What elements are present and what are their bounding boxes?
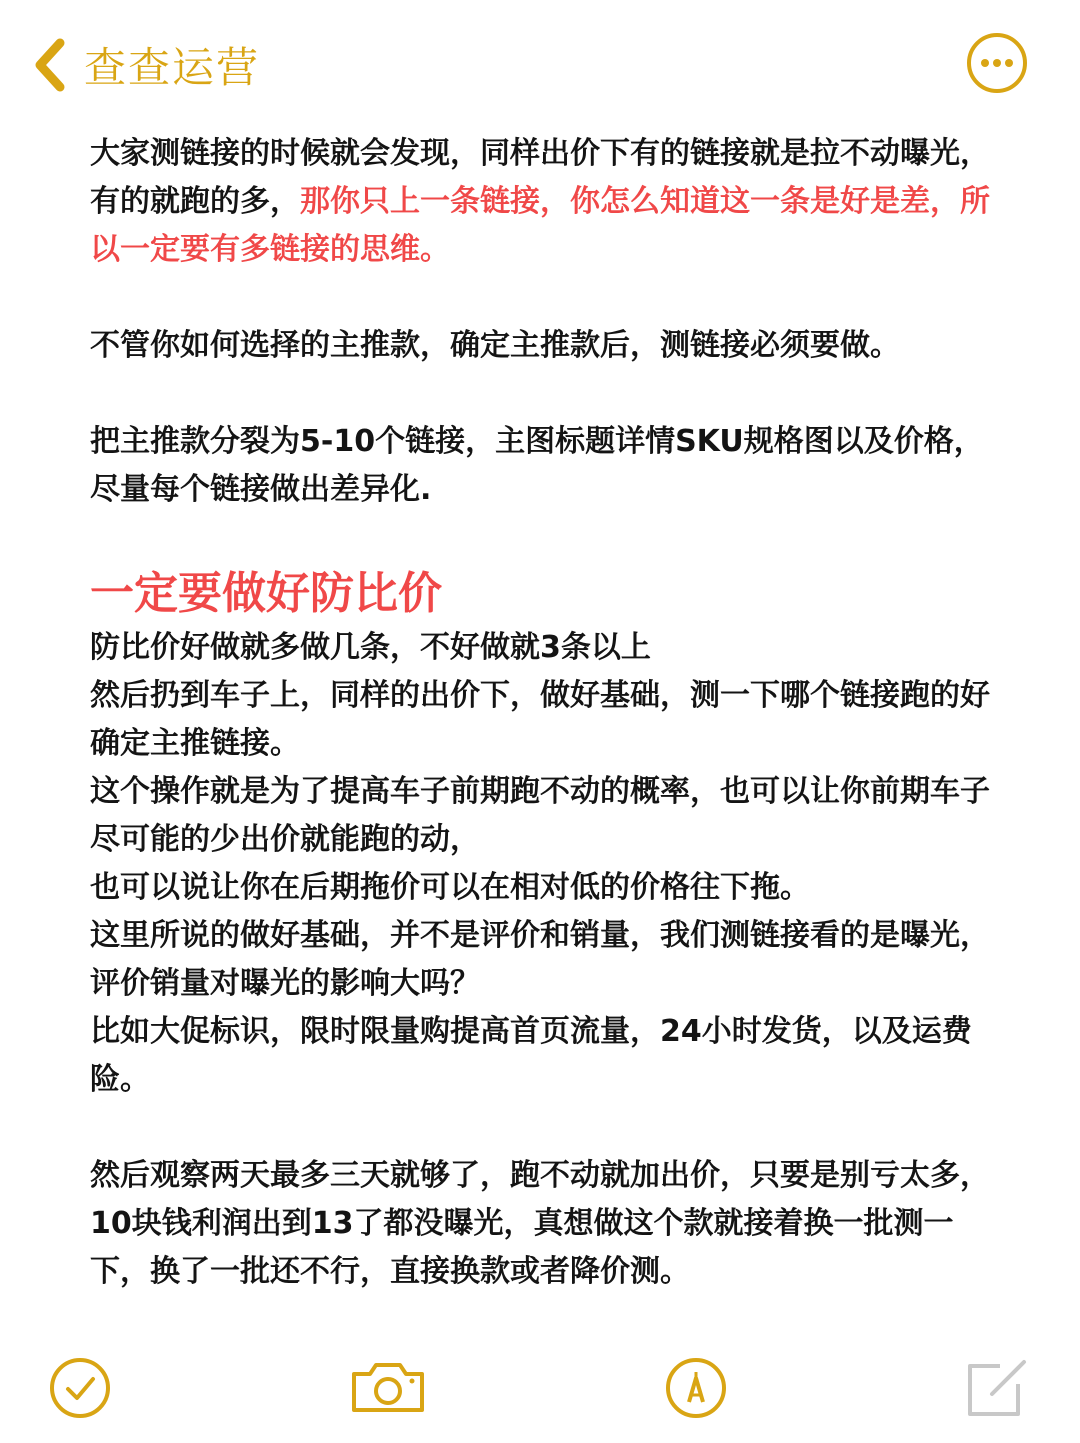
back-label: 查查运营 — [84, 43, 261, 92]
compose-icon — [956, 1348, 1036, 1428]
paragraph-1-text: 大家测链接的时候就会发现，同样出价下有的链接就是拉不动曝光，有的就跑的多， — [90, 136, 990, 219]
checklist-button[interactable] — [40, 1348, 120, 1428]
body-line-6: 比如大促标识，限时限量购提高首页流量，24小时发货，以及运费险。 — [90, 1014, 972, 1097]
markup-button[interactable] — [656, 1348, 736, 1428]
paragraph-1-highlight: 那你只上一条链接，你怎么知道这一条是好是差，所以一定要有多链接的思维。 — [90, 184, 990, 267]
body-line-1: 防比价好做就多做几条，不好做就3条以上 — [90, 630, 651, 665]
body-line-3: 这个操作就是为了提高车子前期跑不动的概率，也可以让你前期车子尽可能的少出价就能跑的动， — [90, 774, 990, 857]
back-button[interactable] — [28, 34, 268, 96]
camera-button[interactable] — [348, 1348, 428, 1428]
chevron-left-icon — [28, 35, 72, 95]
pen-markup-icon — [656, 1348, 736, 1428]
paragraph-2: 不管你如何选择的主推款，确定主推款后，测链接必须要做。 — [90, 328, 900, 363]
navigation-bar — [0, 0, 1080, 130]
paragraph-1 — [90, 130, 990, 274]
compose-button[interactable] — [956, 1348, 1036, 1428]
more-button[interactable] — [966, 32, 1028, 94]
paragraph-last: 然后观察两天最多三天就够了，跑不动就加出价，只要是别亏太多，10块钱利润出到13了都没曝光，真想做这个款就接着换一批测一下，换了一批还不行，直接换款或者降价测。 — [90, 1158, 990, 1289]
paragraph-3: 把主推款分裂为5-10个链接，主图标题详情SKU规格图以及价格，尽量每个链接做出差异化. — [90, 424, 984, 507]
body-line-2: 然后扔到车子上，同样的出价下，做好基础，测一下哪个链接跑的好确定主推链接。 — [90, 678, 990, 761]
body-line-4: 也可以说让你在后期拖价可以在相对低的价格往下拖。 — [90, 870, 810, 905]
section-heading: 一定要做好防比价 — [90, 568, 442, 619]
checkmark-circle-icon — [40, 1348, 120, 1428]
note-body[interactable] — [90, 130, 990, 1296]
body-line-5: 这里所说的做好基础，并不是评价和销量，我们测链接看的是曝光，评价销量对曝光的影响大吗？ — [90, 918, 990, 1001]
more-dots-icon — [966, 32, 1028, 94]
bottom-toolbar — [0, 1340, 1080, 1430]
camera-icon — [348, 1348, 428, 1428]
